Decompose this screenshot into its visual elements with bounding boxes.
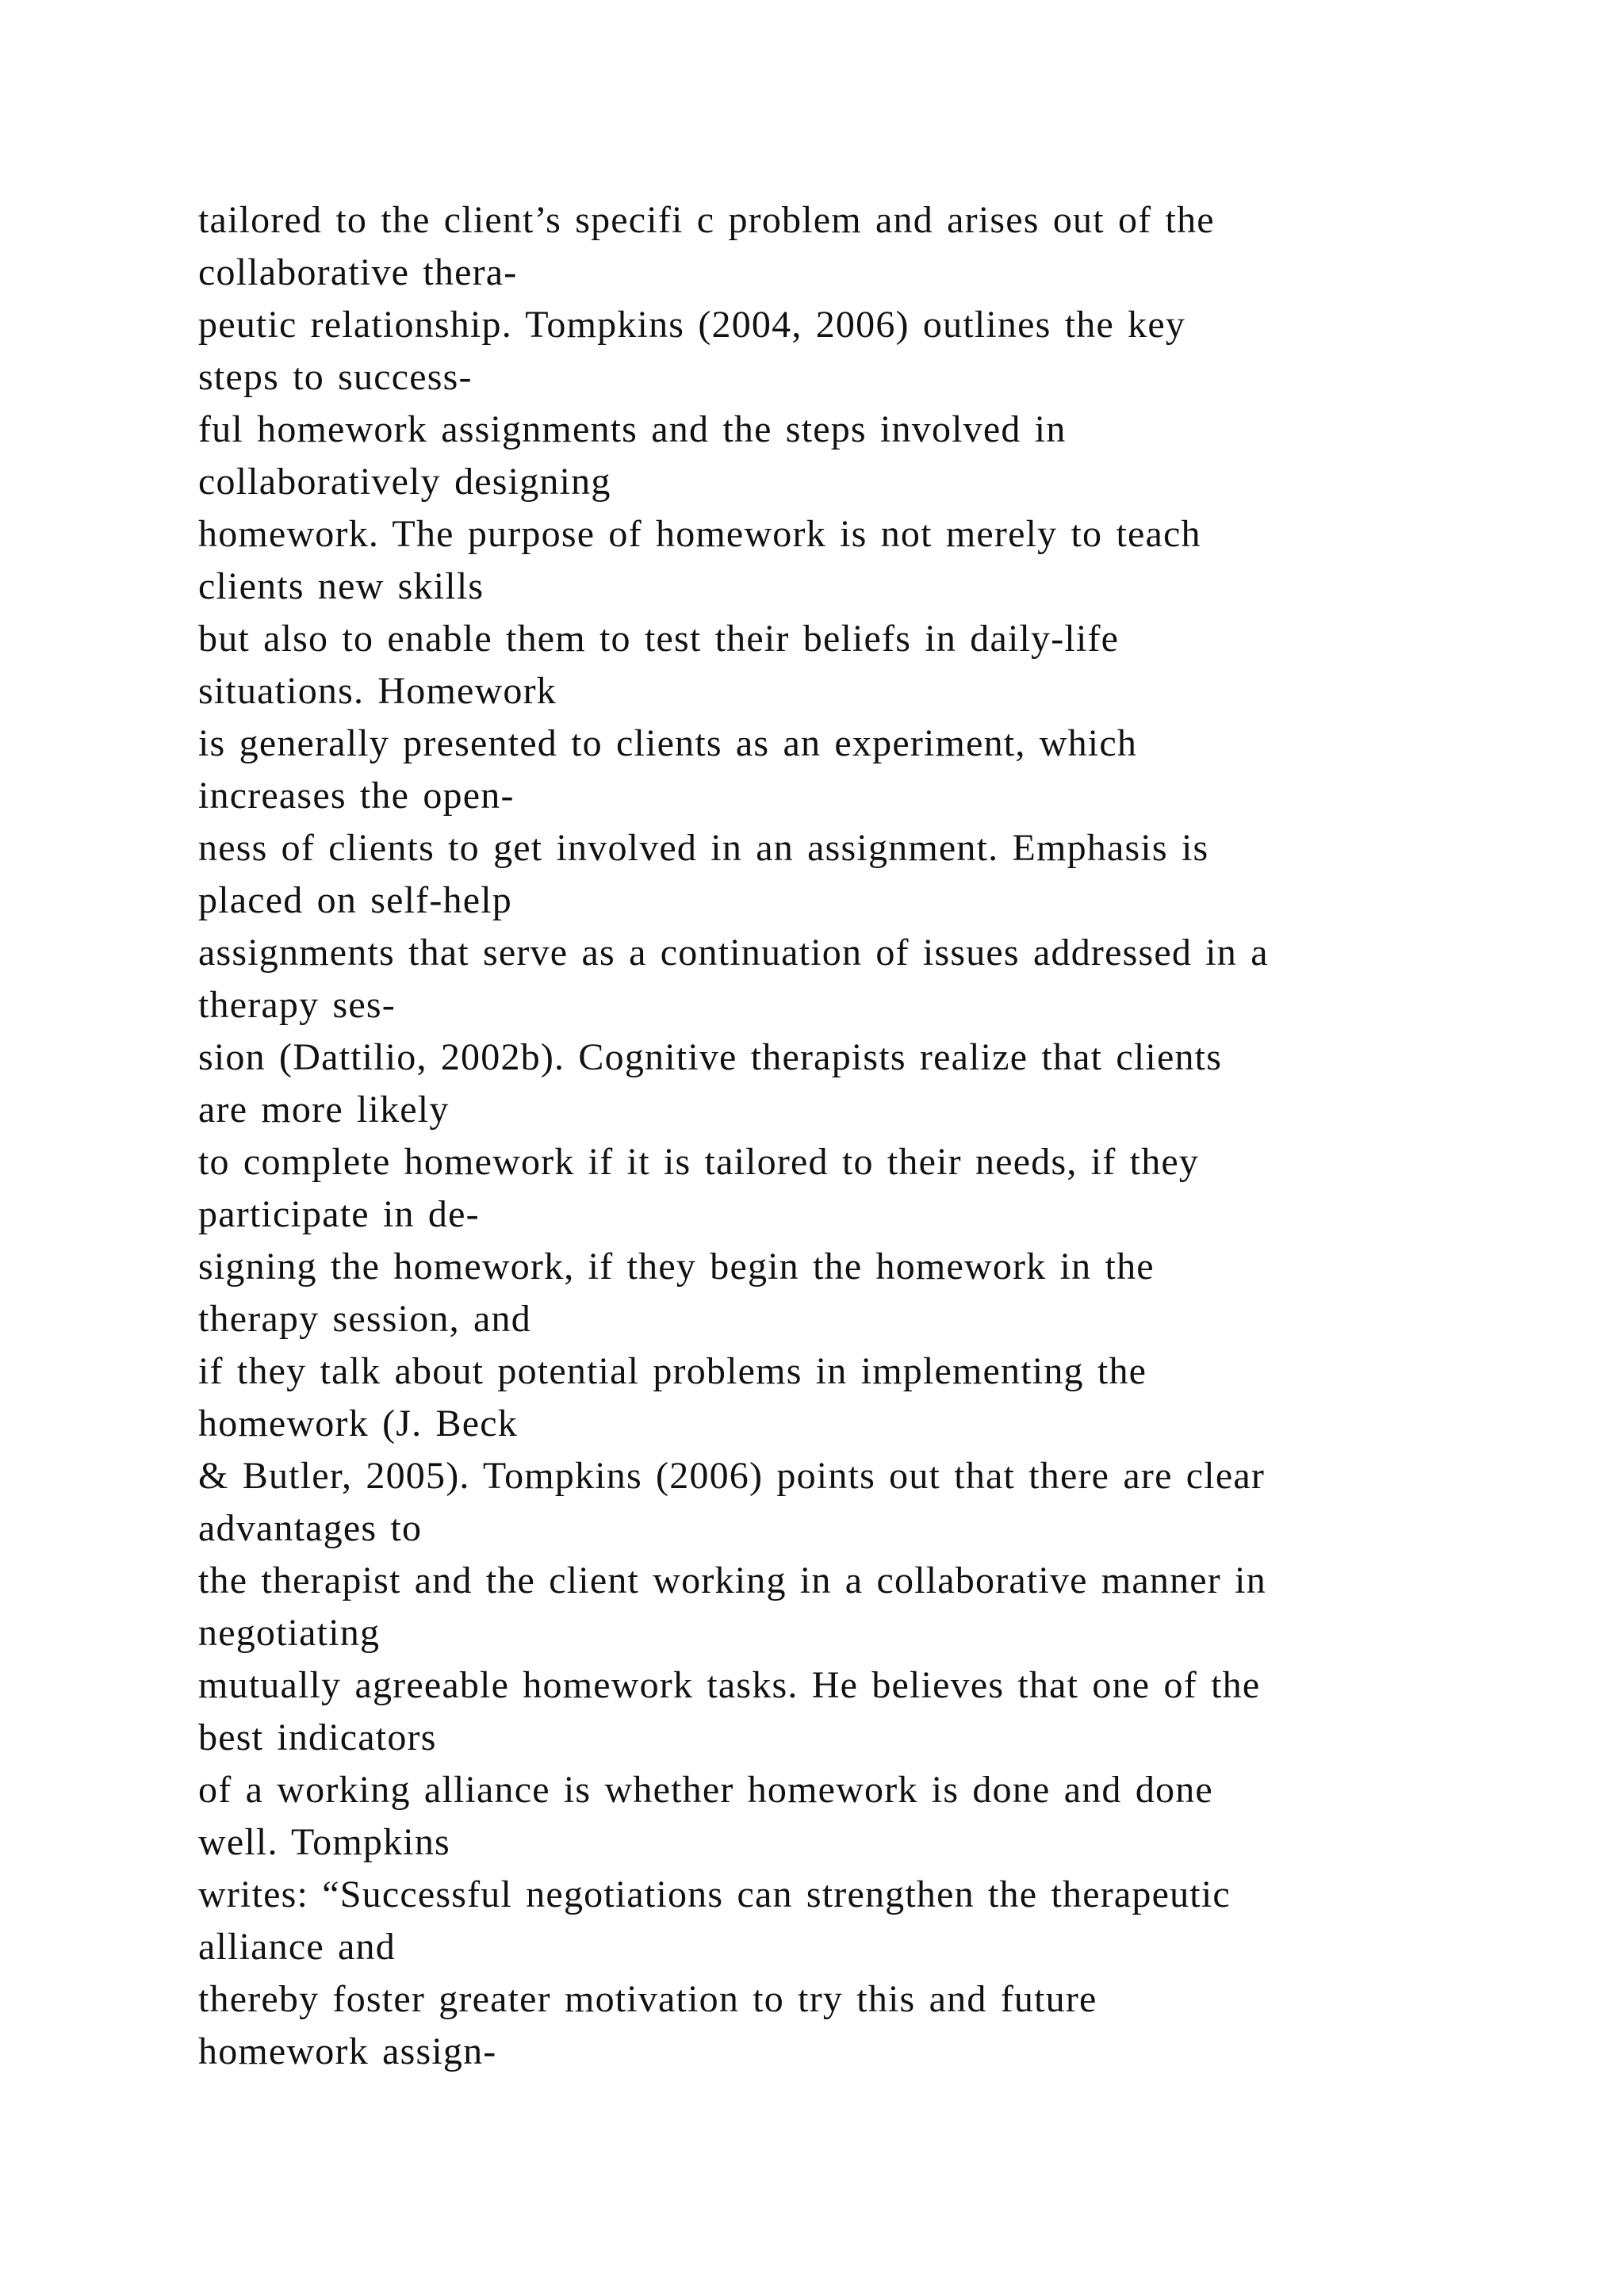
text-line: ful homework assignments and the steps involved in [198, 408, 1067, 450]
text-line: if they talk about potential problems in implementing the [198, 1350, 1147, 1392]
text-line: steps to success- [198, 356, 473, 398]
text-line: mutually agreeable homework tasks. He believes that one of the [198, 1664, 1261, 1706]
text-line: clients new skills [198, 565, 485, 607]
text-line: peutic relationship. Tompkins (2004, 2006) outlines the key [198, 304, 1186, 346]
text-line: well. Tompkins [198, 1821, 450, 1863]
body-text [198, 194, 1467, 2078]
text-line: ness of clients to get involved in an assignment. Emphasis is [198, 827, 1209, 869]
text-line: & Butler, 2005). Tompkins (2006) points out that there are clear [198, 1455, 1266, 1497]
text-line: therapy ses- [198, 984, 396, 1026]
text-line: situations. Homework [198, 670, 557, 712]
text-line: negotiating [198, 1612, 381, 1654]
text-line: signing the homework, if they begin the homework in the [198, 1246, 1155, 1288]
text-line: are more likely [198, 1089, 450, 1131]
text-line: alliance and [198, 1926, 396, 1968]
text-line: increases the open- [198, 775, 515, 817]
text-line: advantages to [198, 1507, 423, 1549]
text-line: writes: “Successful negotiations can strengthen the therapeutic [198, 1873, 1231, 1915]
text-line: homework. The purpose of homework is not merely to teach [198, 513, 1201, 555]
text-line: participate in de- [198, 1193, 480, 1235]
text-line: collaborative thera- [198, 251, 518, 293]
text-line: collaboratively designing [198, 461, 611, 503]
text-line: assignments that serve as a continuation of issues addressed in a [198, 932, 1269, 974]
text-line: placed on self-help [198, 879, 512, 921]
text-line: thereby foster greater motivation to try this and future [198, 1978, 1097, 2020]
text-line: is generally presented to clients as an experiment, which [198, 722, 1138, 764]
text-line: of a working alliance is whether homework is done and done [198, 1769, 1213, 1811]
text-line: tailored to the client’s specifi c problem and arises out of the [198, 199, 1215, 241]
text-line: homework (J. Beck [198, 1402, 518, 1445]
text-line: but also to enable them to test their beliefs in daily-life [198, 618, 1120, 660]
text-line: sion (Dattilio, 2002b). Cognitive therapists realize that clients [198, 1036, 1223, 1078]
text-line: homework assign- [198, 2030, 497, 2072]
text-line: the therapist and the client working in a collaborative manner in [198, 1559, 1266, 1601]
text-line: therapy session, and [198, 1298, 531, 1340]
text-line: best indicators [198, 1716, 437, 1758]
text-line: to complete homework if it is tailored to their needs, if they [198, 1141, 1200, 1183]
